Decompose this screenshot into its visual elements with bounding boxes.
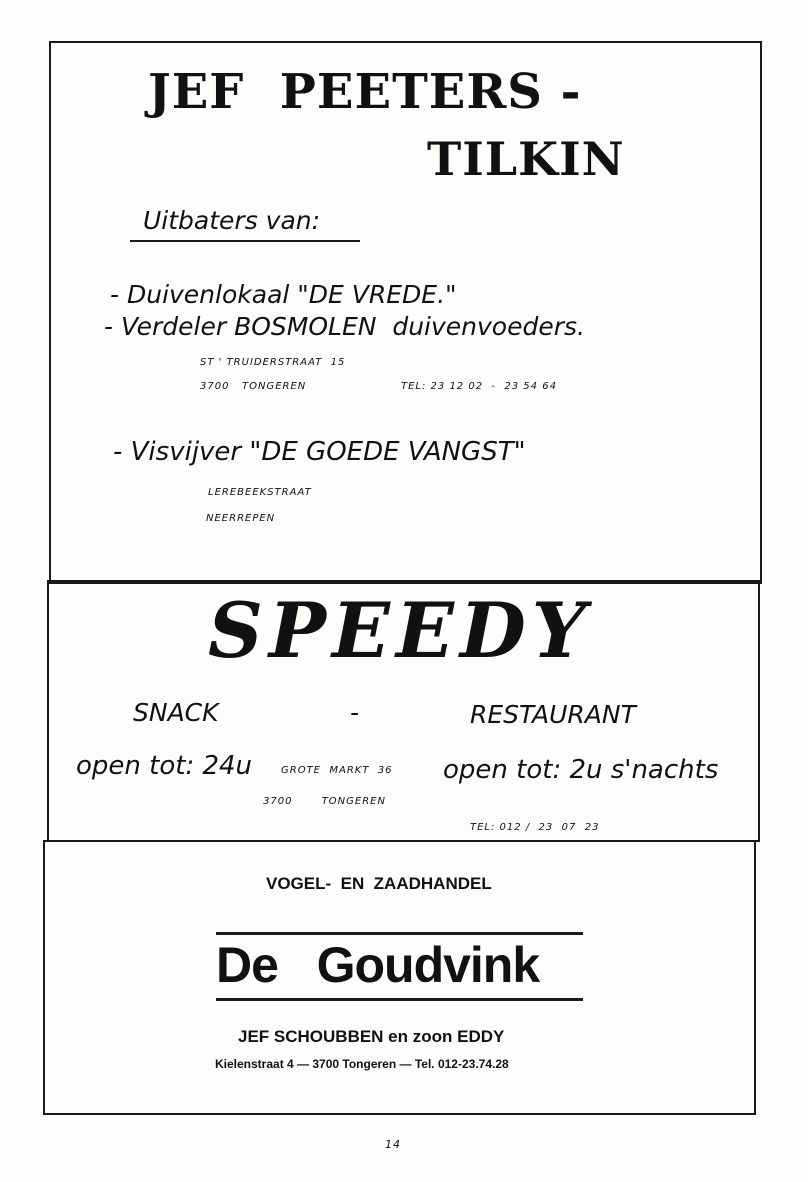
ad1-address2-city: NEERREPEN [206, 513, 276, 524]
ad1-item-duivenlokaal: - Duivenlokaal "DE VREDE." [110, 280, 457, 309]
ad1-item-bosmolen: - Verdeler BOSMOLEN duivenvoeders. [104, 312, 585, 341]
ad2-hours-left: open tot: 24u [76, 751, 253, 781]
ad1-address-city: 3700 TONGEREN [200, 381, 307, 392]
ad3-address: Kielenstraat 4 — 3700 Tongeren — Tel. 012-23.74.28 [215, 1057, 509, 1071]
ad1-title-line1: JEF PEETERS - [148, 64, 582, 120]
ad2-hours-right: open tot: 2u s'nachts [443, 755, 719, 785]
ad2-dash: - [350, 698, 360, 727]
ad2-street: GROTE MARKT 36 [281, 765, 393, 776]
ad2-right-label: RESTAURANT [470, 700, 636, 729]
ad2-left-label: SNACK [133, 698, 219, 727]
ad3-bottom-rule [216, 998, 583, 1001]
ad1-title-line2: TILKIN [427, 132, 625, 186]
ad3-heading: VOGEL- EN ZAADHANDEL [266, 874, 492, 893]
ad1-subtitle-underline [130, 240, 360, 242]
ad2-phone: TEL: 012 / 23 07 23 [470, 822, 600, 833]
ad2-city: 3700 TONGEREN [263, 796, 386, 807]
ad3-title: De Goudvink [216, 937, 540, 993]
ad1-phone: TEL: 23 12 02 - 23 54 64 [401, 381, 557, 392]
page-number: 14 [385, 1138, 401, 1151]
ad1-subtitle: Uitbaters van: [143, 206, 321, 235]
ad2-title: SPEEDY [208, 586, 593, 675]
ad1-address2-street: LEREBEEKSTRAAT [208, 487, 312, 498]
ad1-item-visvijver: - Visvijver "DE GOEDE VANGST" [113, 437, 526, 467]
ad3-owner: JEF SCHOUBBEN en zoon EDDY [238, 1027, 505, 1046]
ad1-address-street: ST ' TRUIDERSTRAAT 15 [200, 357, 346, 368]
ad3-top-rule [216, 932, 583, 935]
